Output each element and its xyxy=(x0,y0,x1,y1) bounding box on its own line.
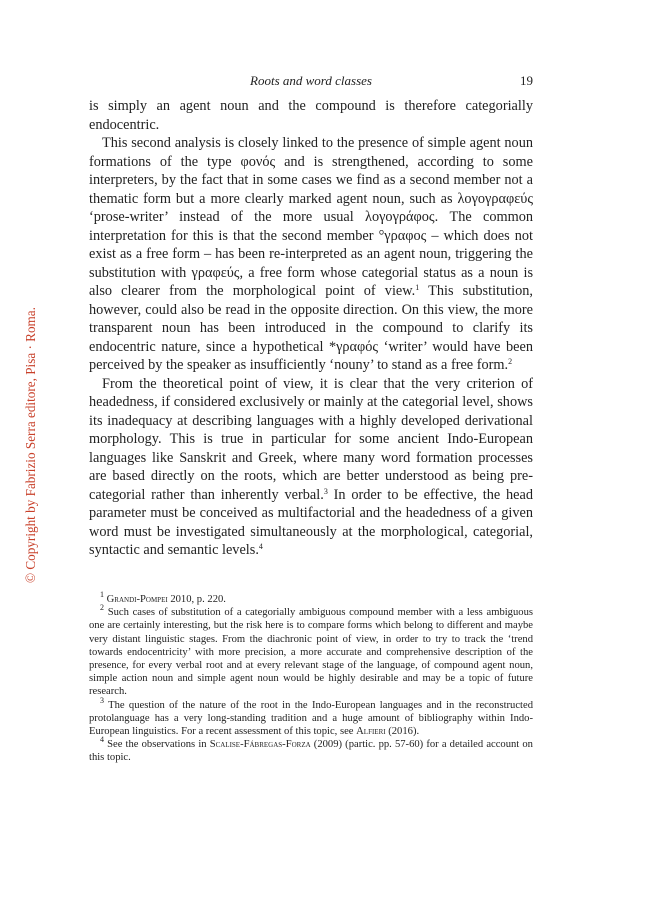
paragraph-1 xyxy=(89,97,533,134)
footnote-ref-1[interactable]: 1 xyxy=(415,283,420,292)
text-run: ‘writer’ would have been perceived by the speaker as insufficiently ‘nouny’ to stand as a free form. xyxy=(89,338,533,373)
footnote-4 xyxy=(89,735,533,764)
footnote-number: 3 xyxy=(100,695,104,705)
text-run: In order to be effective, the head parameter must be conceived as multifactorial and the headedness of a given word must be investigated simultaneously at the morphological, categorial, syntactic and semantic levels. xyxy=(89,486,533,558)
text-run: ‘prose-writer’ instead of the more usual xyxy=(89,209,366,225)
running-head xyxy=(89,73,533,91)
text-run: This substitution, however, could also be read in the opposite direction. On this view, the more transparent noun has been introduced in the compound to clarify its endocentric nature, since a hypothetical xyxy=(89,283,533,355)
paragraph-2 xyxy=(89,134,533,375)
text-run: . The common interpretation for this is that the second member xyxy=(89,209,534,244)
greek-word: φονός xyxy=(240,153,276,170)
footnote-text: (2009) (partic. pp. 57-60) for a detailed account on this topic. xyxy=(89,739,533,764)
text-run: – which does not exist as a free form – has been re-interpreted as an agent noun, triggering the substitution with xyxy=(89,227,533,281)
greek-word: λογογραφεύς xyxy=(457,190,533,207)
footnote-text: 2010, p. 220. xyxy=(167,594,226,605)
footnote-number: 1 xyxy=(100,590,104,599)
footnote-ref-4[interactable]: 4 xyxy=(258,542,263,551)
footnote-text: See the observations in xyxy=(104,739,210,751)
paragraph-3 xyxy=(89,375,533,560)
footnote-text: Such cases of substitution of a categorially ambiguous compound member with a less ambiguous one are certainly interesting, but the risk here is to compare forms which belong to different and maybe very distant linguistic stages. From the diachronic point of view, in order to try to track the ‘trend towards endocentricity’ with more precision, a more accurate and comprehensive description of the presence, for every verbal root and at every relevant stage of the language, of compound agent noun, simple action noun and simple agent noun would be highly desirable and may be a topic of future research. xyxy=(89,607,533,698)
text-run: This second analysis is closely linked to the presence of simple agent noun formations of the type xyxy=(89,135,533,170)
footnotes xyxy=(89,590,533,765)
footnote-2 xyxy=(89,603,533,698)
footnote-number: 2 xyxy=(100,603,104,613)
footnote-text: (2016). xyxy=(385,726,420,738)
text-run: , a free form whose categorial status as a noun is also clearer from the morphological point of view. xyxy=(89,264,534,299)
footnote-3 xyxy=(89,695,533,739)
cited-author: Grandi-Pompei xyxy=(106,594,168,605)
greek-word: *γραφός xyxy=(328,338,379,355)
cited-author: Alfieri xyxy=(356,726,386,738)
running-title: Roots and word classes xyxy=(250,73,372,88)
copyright-watermark: © Copyright by Fabrizio Serra editore, Pisa · Roma. xyxy=(23,307,38,583)
footnote-text: The question of the nature of the root in the Indo-European languages and in the reconstructed protolanguage has a very long-standing tradition and a huge amount of bibliography within Indo-European linguistics. For a recent assessment of this topic, see xyxy=(89,699,533,738)
greek-word: °γραφος xyxy=(378,227,427,244)
page-number: 19 xyxy=(520,73,533,88)
greek-word: γραφεύς xyxy=(191,264,240,281)
text-run: and is strengthened, according to some interpreters, by the fact that in some cases we find as a second member not a thematic form but a more clearly marked agent noun, such as xyxy=(89,153,533,207)
footnote-1 xyxy=(89,590,533,606)
text-run: From the theoretical point of view, it is clear that the very criterion of headedness, if considered exclusively or mainly at the categorial level, shows its inadequacy at describing languages with a highly developed derivational morphology. This is true in particular for some ancient Indo-European languages like Sanskrit and Greek, where many word formation processes are based directly on the roots, which are better understood as being pre-categorial rather than inherently verbal. xyxy=(89,375,533,503)
main-text xyxy=(89,97,533,560)
footnote-ref-3[interactable]: 3 xyxy=(323,486,328,496)
greek-word: λογογράφος xyxy=(365,209,435,225)
paragraph-text: is simply an agent noun and the compound is therefore categorially endocentric. xyxy=(89,98,533,133)
footnote-number: 4 xyxy=(100,735,104,745)
footnote-ref-2[interactable]: 2 xyxy=(508,357,513,366)
cited-author: Scalise-Fábregas-Forza xyxy=(209,739,311,751)
